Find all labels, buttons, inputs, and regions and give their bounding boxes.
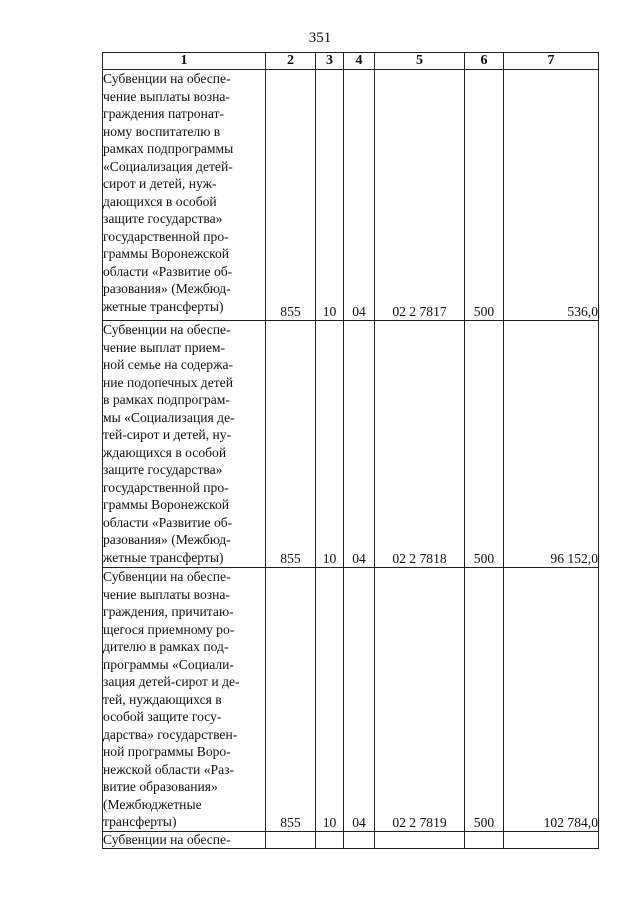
- table-row: [103, 568, 599, 832]
- ministry-code-cell: 855: [266, 568, 316, 832]
- description-line: рамках подпрограммы: [103, 141, 234, 156]
- section-code-cell: [316, 832, 344, 849]
- section-code-cell: 10: [316, 70, 344, 321]
- description-line: области «Развитие об-: [103, 263, 233, 279]
- description-line: разования» (Межбюд-: [103, 281, 231, 296]
- row-description: [103, 321, 266, 568]
- description-line: ному воспитателю в: [103, 123, 221, 139]
- expense-type-cell: 500: [465, 70, 504, 321]
- expense-type-cell: [465, 832, 504, 849]
- description-line: тей-сирот и детей, ну-: [103, 427, 232, 442]
- target-article-cell: 02 2 7818: [375, 321, 465, 568]
- description-line: Субвенции на обеспе-: [103, 569, 231, 584]
- description-line: щегося приемному ро-: [103, 621, 235, 637]
- section-code-cell: 10: [316, 568, 344, 832]
- amount-cell: 536,0: [504, 70, 599, 321]
- description-line: «Социализация детей-: [103, 158, 233, 174]
- description-line: тей, нуждающихся в: [103, 691, 222, 707]
- expense-type-cell: 500: [465, 568, 504, 832]
- subsection-code-cell: 04: [344, 321, 375, 568]
- description-line: граждения, причитаю-: [103, 604, 234, 619]
- description-line: дающихся в особой: [103, 193, 217, 209]
- description-line: чение выплаты возна-: [103, 586, 230, 602]
- description-line: защите государства»: [103, 462, 223, 477]
- subsection-code-cell: 04: [344, 70, 375, 321]
- column-header-6: 6: [465, 53, 504, 70]
- expense-type-cell: 500: [465, 321, 504, 568]
- description-line: в рамках подпрограм-: [103, 392, 230, 407]
- description-line: Субвенции на обеспе-: [103, 832, 231, 847]
- column-header-3: 3: [316, 53, 344, 70]
- header-row: [103, 53, 599, 70]
- description-line: жетные трансферты): [103, 549, 224, 565]
- description-line: особой защите госу-: [103, 709, 222, 724]
- description-line: государственной про-: [103, 228, 229, 244]
- description-line: дарства» государствен-: [103, 726, 238, 742]
- column-header-2: 2: [266, 53, 316, 70]
- description-line: (Межбюджетные: [103, 796, 202, 812]
- description-line: граждения патронат-: [103, 106, 225, 121]
- description-line: зация детей-сирот и де-: [103, 674, 240, 689]
- description-line: нежской области «Раз-: [103, 761, 234, 777]
- description-line: жетные трансферты): [103, 298, 224, 314]
- target-article-cell: 02 2 7819: [375, 568, 465, 832]
- budget-table: [102, 52, 599, 849]
- subsection-code-cell: 04: [344, 568, 375, 832]
- ministry-code-cell: [266, 832, 316, 849]
- table-row: [103, 321, 599, 568]
- amount-cell: 96 152,0: [504, 321, 599, 568]
- amount-cell: [504, 832, 599, 849]
- description-line: витие образования»: [103, 779, 218, 794]
- column-header-5: 5: [375, 53, 465, 70]
- description-line: чение выплаты возна-: [103, 88, 230, 104]
- description-line: чение выплат прием-: [103, 339, 225, 355]
- description-line: государственной про-: [103, 479, 229, 495]
- table-row: [103, 70, 599, 321]
- subsection-code-cell: [344, 832, 375, 849]
- row-description: [103, 568, 266, 832]
- description-line: дителю в рамках под-: [103, 639, 229, 654]
- description-line: области «Развитие об-: [103, 514, 233, 530]
- description-line: ной программы Воро-: [103, 744, 231, 759]
- description-line: разования» (Межбюд-: [103, 532, 231, 547]
- column-header-1: 1: [103, 53, 266, 70]
- description-line: ной семье на содержа-: [103, 357, 234, 372]
- section-code-cell: 10: [316, 321, 344, 568]
- target-article-cell: 02 2 7817: [375, 70, 465, 321]
- column-header-7: 7: [504, 53, 599, 70]
- description-line: сирот и детей, нуж-: [103, 176, 217, 191]
- ministry-code-cell: 855: [266, 321, 316, 568]
- row-description: [103, 832, 266, 849]
- description-line: мы «Социализация де-: [103, 409, 235, 425]
- description-line: Субвенции на обеспе-: [103, 71, 231, 86]
- description-line: программы «Социали-: [103, 656, 234, 672]
- ministry-code-cell: 855: [266, 70, 316, 321]
- row-description: [103, 70, 266, 321]
- description-line: Субвенции на обеспе-: [103, 322, 231, 337]
- description-line: защите государства»: [103, 211, 223, 226]
- description-line: трансферты): [103, 814, 177, 829]
- column-header-4: 4: [344, 53, 375, 70]
- amount-cell: 102 784,0: [504, 568, 599, 832]
- table-row: [103, 832, 599, 849]
- page-number: 351: [308, 30, 332, 46]
- description-line: ждающихся в особой: [103, 444, 227, 460]
- target-article-cell: [375, 832, 465, 849]
- description-line: граммы Воронежской: [103, 246, 230, 261]
- description-line: ние подопечных детей: [103, 374, 233, 390]
- description-line: граммы Воронежской: [103, 497, 230, 512]
